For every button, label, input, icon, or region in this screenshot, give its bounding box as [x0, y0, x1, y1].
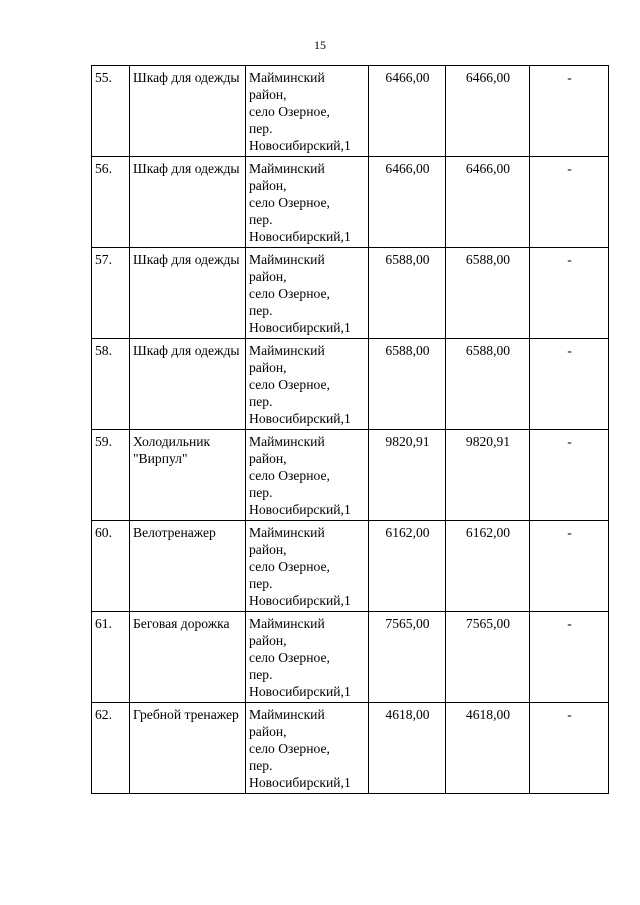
row-number: 59.	[92, 430, 130, 521]
row-number: 58.	[92, 339, 130, 430]
address-line: село Озерное,	[249, 650, 330, 665]
item-address	[246, 521, 369, 612]
extra-value: -	[530, 66, 609, 157]
extra-value: -	[530, 430, 609, 521]
item-address	[246, 248, 369, 339]
address-line: район,	[249, 451, 287, 466]
address-line: пер.	[249, 758, 273, 773]
table-row	[92, 612, 609, 703]
value-1: 6588,00	[369, 248, 446, 339]
value-2: 9820,91	[446, 430, 530, 521]
address-line: Майминский	[249, 616, 325, 631]
address-line: Майминский	[249, 252, 325, 267]
page-number: 15	[314, 38, 326, 52]
value-2: 6466,00	[446, 157, 530, 248]
address-line: Новосибирский,1	[249, 138, 351, 153]
extra-value: -	[530, 248, 609, 339]
address-line: Новосибирский,1	[249, 320, 351, 335]
value-1: 7565,00	[369, 612, 446, 703]
address-line: село Озерное,	[249, 286, 330, 301]
row-number: 62.	[92, 703, 130, 794]
item-address	[246, 339, 369, 430]
item-name: Гребной тренажер	[130, 703, 246, 794]
value-1: 9820,91	[369, 430, 446, 521]
address-line: пер.	[249, 667, 273, 682]
address-line: район,	[249, 542, 287, 557]
address-line: район,	[249, 360, 287, 375]
item-name: Шкаф для одежды	[130, 248, 246, 339]
address-line: Новосибирский,1	[249, 593, 351, 608]
value-2: 6162,00	[446, 521, 530, 612]
extra-value: -	[530, 612, 609, 703]
item-name: Холодильник "Вирпул"	[130, 430, 246, 521]
address-line: район,	[249, 178, 287, 193]
row-number: 57.	[92, 248, 130, 339]
address-line: село Озерное,	[249, 468, 330, 483]
address-line: Майминский	[249, 161, 325, 176]
value-2: 6466,00	[446, 66, 530, 157]
address-line: Майминский	[249, 434, 325, 449]
table-row	[92, 66, 609, 157]
address-line: район,	[249, 87, 287, 102]
value-2: 6588,00	[446, 339, 530, 430]
item-address	[246, 66, 369, 157]
address-line: район,	[249, 724, 287, 739]
row-number: 55.	[92, 66, 130, 157]
row-number: 61.	[92, 612, 130, 703]
table-body	[92, 66, 609, 794]
address-line: Новосибирский,1	[249, 411, 351, 426]
extra-value: -	[530, 339, 609, 430]
extra-value: -	[530, 157, 609, 248]
item-address	[246, 612, 369, 703]
row-number: 60.	[92, 521, 130, 612]
address-line: пер.	[249, 121, 273, 136]
address-line: село Озерное,	[249, 559, 330, 574]
address-line: село Озерное,	[249, 377, 330, 392]
item-name: Шкаф для одежды	[130, 66, 246, 157]
value-1: 4618,00	[369, 703, 446, 794]
item-address	[246, 703, 369, 794]
address-line: село Озерное,	[249, 741, 330, 756]
item-name: Велотренажер	[130, 521, 246, 612]
address-line: Майминский	[249, 707, 325, 722]
address-line: Майминский	[249, 343, 325, 358]
item-name: Шкаф для одежды	[130, 157, 246, 248]
table-row	[92, 248, 609, 339]
value-1: 6466,00	[369, 157, 446, 248]
address-line: Новосибирский,1	[249, 502, 351, 517]
item-name: Шкаф для одежды	[130, 339, 246, 430]
table-row	[92, 521, 609, 612]
address-line: пер.	[249, 394, 273, 409]
item-name: Беговая дорожка	[130, 612, 246, 703]
item-address	[246, 157, 369, 248]
value-1: 6466,00	[369, 66, 446, 157]
address-line: село Озерное,	[249, 195, 330, 210]
table-row	[92, 157, 609, 248]
value-1: 6588,00	[369, 339, 446, 430]
value-2: 4618,00	[446, 703, 530, 794]
row-number: 56.	[92, 157, 130, 248]
address-line: пер.	[249, 576, 273, 591]
address-line: район,	[249, 269, 287, 284]
item-address	[246, 430, 369, 521]
address-line: пер.	[249, 303, 273, 318]
table-row	[92, 703, 609, 794]
address-line: пер.	[249, 212, 273, 227]
value-2: 6588,00	[446, 248, 530, 339]
extra-value: -	[530, 703, 609, 794]
address-line: район,	[249, 633, 287, 648]
address-line: Новосибирский,1	[249, 775, 351, 790]
address-line: пер.	[249, 485, 273, 500]
table-row	[92, 339, 609, 430]
value-2: 7565,00	[446, 612, 530, 703]
address-line: село Озерное,	[249, 104, 330, 119]
address-line: Майминский	[249, 525, 325, 540]
address-line: Новосибирский,1	[249, 229, 351, 244]
value-1: 6162,00	[369, 521, 446, 612]
address-line: Новосибирский,1	[249, 684, 351, 699]
property-table	[91, 65, 609, 794]
table-row	[92, 430, 609, 521]
extra-value: -	[530, 521, 609, 612]
address-line: Майминский	[249, 70, 325, 85]
